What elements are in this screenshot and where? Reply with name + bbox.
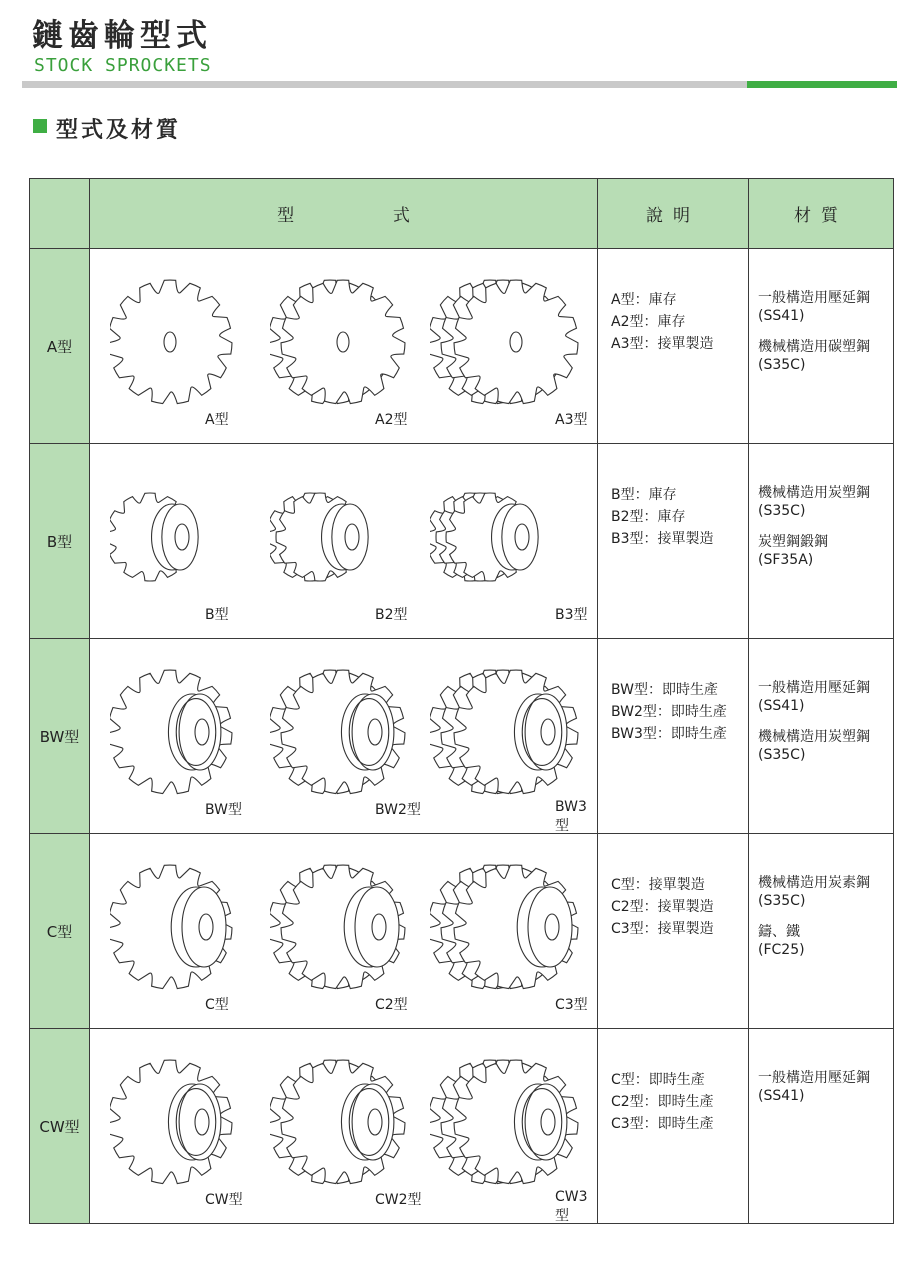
material-cell bbox=[749, 249, 894, 444]
material-name: 機械構造用碳塑鋼 bbox=[758, 339, 870, 355]
sprocket-drawing-icon bbox=[430, 852, 600, 1006]
desc-line: C2型：接單製造 bbox=[611, 899, 714, 915]
material-block bbox=[758, 484, 893, 520]
section-title: 型式及材質 bbox=[56, 118, 182, 143]
page-title: 鏈齒輪型式 bbox=[32, 18, 212, 54]
desc-line: B型：庫存 bbox=[611, 487, 677, 503]
row-label-text: B型 bbox=[46, 532, 73, 551]
section-marker-icon bbox=[33, 119, 47, 133]
shape-cell bbox=[90, 1029, 598, 1224]
row-label-text: CW型 bbox=[39, 1117, 80, 1136]
material-block bbox=[758, 533, 893, 569]
sprocket-drawing-icon bbox=[110, 1047, 280, 1201]
header-corner bbox=[30, 179, 90, 249]
sprocket-drawing-icon bbox=[270, 267, 440, 421]
material-block bbox=[758, 338, 893, 374]
desc-line: BW型：即時生產 bbox=[611, 682, 718, 698]
desc-cell bbox=[598, 249, 749, 444]
sprocket-caption: C2型 bbox=[375, 997, 408, 1013]
material-name: 機械構造用炭素鋼 bbox=[758, 875, 870, 891]
row-label bbox=[30, 1029, 90, 1224]
material-code: (SS41) bbox=[758, 308, 805, 324]
title-rule-accent bbox=[747, 81, 897, 88]
desc-line: C型：即時生產 bbox=[611, 1072, 705, 1088]
desc-line: A3型：接單製造 bbox=[611, 336, 714, 352]
sprocket-drawing-icon bbox=[110, 462, 280, 616]
material-code: (FC25) bbox=[758, 942, 805, 958]
sprocket-caption: CW3型 bbox=[555, 1189, 588, 1224]
desc-cell bbox=[598, 834, 749, 1029]
row-label-text: A型 bbox=[46, 337, 73, 356]
material-code: (SF35A) bbox=[758, 552, 814, 568]
sprocket-drawing-icon bbox=[430, 267, 600, 421]
sprocket-caption: BW3型 bbox=[555, 799, 587, 834]
material-cell bbox=[749, 639, 894, 834]
row-label bbox=[30, 249, 90, 444]
table-row bbox=[30, 444, 894, 639]
material-name: 機械構造用炭塑鋼 bbox=[758, 485, 870, 501]
row-label-text: C型 bbox=[46, 922, 73, 941]
sprocket-caption: A3型 bbox=[555, 412, 588, 428]
spec-table bbox=[29, 178, 894, 1224]
material-name: 一般構造用壓延鋼 bbox=[758, 1070, 870, 1086]
material-name: 炭塑鋼鍛鋼 bbox=[758, 534, 828, 550]
material-name: 一般構造用壓延鋼 bbox=[758, 680, 870, 696]
desc-line: B3型：接單製造 bbox=[611, 531, 714, 547]
material-block bbox=[758, 874, 893, 910]
material-block bbox=[758, 728, 893, 764]
desc-line: A2型：庫存 bbox=[611, 314, 686, 330]
desc-line: C3型：接單製造 bbox=[611, 921, 714, 937]
material-block bbox=[758, 679, 893, 715]
table-row bbox=[30, 1029, 894, 1224]
sprocket-drawing-icon bbox=[430, 657, 600, 811]
material-code: (SS41) bbox=[758, 1088, 805, 1104]
desc-line: A型：庫存 bbox=[611, 292, 677, 308]
material-name: 機械構造用炭塑鋼 bbox=[758, 729, 870, 745]
material-code: (S35C) bbox=[758, 503, 806, 519]
sprocket-caption: BW2型 bbox=[375, 802, 421, 818]
row-label-text: BW型 bbox=[39, 727, 80, 746]
shape-cell bbox=[90, 444, 598, 639]
material-name: 鑄、鐵 bbox=[758, 924, 800, 940]
sprocket-drawing-icon bbox=[110, 852, 280, 1006]
desc-cell bbox=[598, 444, 749, 639]
shape-cell bbox=[90, 249, 598, 444]
desc-line: BW2型：即時生產 bbox=[611, 704, 727, 720]
header-shape-char-1: 型 bbox=[277, 206, 295, 226]
sprocket-caption: C3型 bbox=[555, 997, 588, 1013]
sprocket-caption: B型 bbox=[205, 607, 229, 623]
sprocket-caption: B2型 bbox=[375, 607, 408, 623]
sprocket-drawing-icon bbox=[270, 1047, 440, 1201]
table-row bbox=[30, 639, 894, 834]
material-cell bbox=[749, 1029, 894, 1224]
material-name: 一般構造用壓延鋼 bbox=[758, 290, 870, 306]
table-row bbox=[30, 249, 894, 444]
desc-line: C型：接單製造 bbox=[611, 877, 705, 893]
sprocket-drawing-icon bbox=[110, 267, 280, 421]
sprocket-drawing-icon bbox=[110, 657, 280, 811]
sprocket-caption: B3型 bbox=[555, 607, 588, 623]
desc-cell bbox=[598, 1029, 749, 1224]
material-block bbox=[758, 289, 893, 325]
header-desc: 說明 bbox=[598, 179, 749, 249]
row-label bbox=[30, 444, 90, 639]
sprocket-caption: A型 bbox=[205, 412, 229, 428]
row-label bbox=[30, 834, 90, 1029]
material-code: (S35C) bbox=[758, 747, 806, 763]
material-code: (S35C) bbox=[758, 357, 806, 373]
page-subtitle: STOCK SPROCKETS bbox=[34, 55, 212, 76]
shape-cell bbox=[90, 639, 598, 834]
row-label bbox=[30, 639, 90, 834]
sprocket-drawing-icon bbox=[430, 462, 600, 616]
table-row bbox=[30, 834, 894, 1029]
sprocket-caption: C型 bbox=[205, 997, 229, 1013]
material-block bbox=[758, 923, 893, 959]
header-shape bbox=[90, 179, 598, 249]
shape-cell bbox=[90, 834, 598, 1029]
desc-cell bbox=[598, 639, 749, 834]
header-shape-char-2: 式 bbox=[392, 206, 410, 226]
material-code: (S35C) bbox=[758, 893, 806, 909]
sprocket-drawing-icon bbox=[270, 852, 440, 1006]
sprocket-drawing-icon bbox=[270, 462, 440, 616]
material-block bbox=[758, 1069, 893, 1105]
title-rule bbox=[22, 81, 897, 88]
sprocket-drawing-icon bbox=[430, 1047, 600, 1201]
sprocket-caption: CW型 bbox=[205, 1192, 243, 1208]
material-code: (SS41) bbox=[758, 698, 805, 714]
header-material: 材質 bbox=[749, 179, 894, 249]
desc-line: C2型：即時生產 bbox=[611, 1094, 714, 1110]
sprocket-caption: BW型 bbox=[205, 802, 242, 818]
sprocket-caption: CW2型 bbox=[375, 1192, 422, 1208]
desc-line: BW3型：即時生產 bbox=[611, 726, 727, 742]
material-cell bbox=[749, 444, 894, 639]
desc-line: C3型：即時生產 bbox=[611, 1116, 714, 1132]
sprocket-drawing-icon bbox=[270, 657, 440, 811]
table-header-row bbox=[30, 179, 894, 249]
sprocket-caption: A2型 bbox=[375, 412, 408, 428]
desc-line: B2型：庫存 bbox=[611, 509, 686, 525]
material-cell bbox=[749, 834, 894, 1029]
